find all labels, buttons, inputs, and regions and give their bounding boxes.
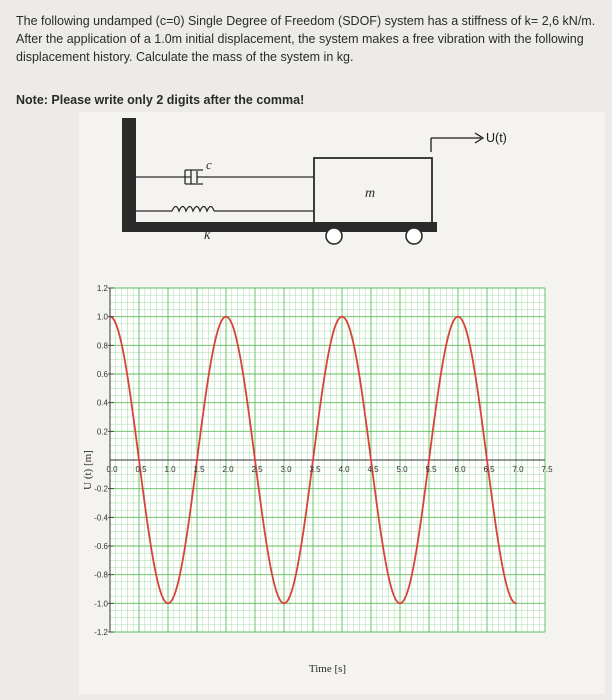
y-tick-label: 0.8 — [96, 341, 108, 351]
x-tick-label: 3.0 — [280, 465, 292, 474]
x-tick-label: 5.5 — [425, 465, 437, 474]
y-tick-label: 1.0 — [96, 312, 108, 322]
y-tick-label: -0.4 — [94, 513, 108, 523]
y-tick-label: -1.0 — [94, 599, 108, 609]
data-point — [196, 459, 198, 461]
data-point — [254, 459, 256, 461]
data-point — [225, 316, 227, 318]
x-tick-label: 4.0 — [338, 465, 350, 474]
displacement-label: U(t) — [486, 131, 507, 145]
x-tick-label: 0.5 — [135, 465, 147, 474]
data-point — [341, 316, 343, 318]
sdof-diagram — [122, 118, 507, 244]
data-point — [138, 459, 140, 461]
note-text: Note: Please write only 2 digits after the comma! — [16, 93, 305, 107]
y-axis-label: U (t) [m] — [82, 450, 94, 490]
x-tick-label: 2.5 — [251, 465, 263, 474]
displacement-arrow — [431, 133, 483, 152]
x-tick-label: 3.5 — [309, 465, 321, 474]
y-tick-label: 0.4 — [96, 398, 108, 408]
x-tick-label: 6.0 — [454, 465, 466, 474]
x-axis-label: Time [s] — [308, 663, 347, 675]
data-point — [428, 459, 430, 461]
figure — [79, 112, 605, 694]
spring — [136, 207, 314, 212]
data-point — [486, 459, 488, 461]
question-text — [16, 12, 601, 66]
x-tick-label: 6.5 — [483, 465, 495, 474]
data-point — [312, 459, 314, 461]
y-tick-label: 0.2 — [96, 427, 108, 437]
x-tick-label: 5.0 — [396, 465, 408, 474]
x-tick-label: 0.0 — [106, 465, 118, 474]
y-tick-label: -0.2 — [94, 484, 108, 494]
data-point — [167, 603, 169, 605]
x-tick-label: 7.0 — [512, 465, 524, 474]
displacement-chart — [94, 284, 553, 637]
x-tick-label: 2.0 — [222, 465, 234, 474]
x-tick-label: 4.5 — [367, 465, 379, 474]
question-paragraph: The following undamped (c=0) Single Degree of Freedom (SDOF) system has a stiffness of k= 2,6 kN/m. After the application of a 1.0m initial displacement, the system makes a free vibration with the following displacement history. Calculate the mass of the system in kg. — [16, 14, 596, 64]
x-tick-label: 1.0 — [164, 465, 176, 474]
wheel-left — [326, 228, 342, 244]
y-tick-label: -0.8 — [94, 570, 108, 580]
damper-label: c — [206, 157, 212, 172]
data-point — [515, 603, 517, 605]
damper — [136, 170, 314, 184]
x-tick-label: 7.5 — [541, 465, 553, 474]
mass-label: m — [365, 186, 376, 201]
y-tick-label: 1.2 — [96, 284, 108, 293]
spring-label: k — [204, 228, 211, 243]
data-point — [283, 603, 285, 605]
wheel-right — [406, 228, 422, 244]
y-tick-label: -1.2 — [94, 628, 108, 637]
wall — [122, 118, 136, 222]
data-point — [457, 316, 459, 318]
data-point — [399, 603, 401, 605]
y-tick-label: -0.6 — [94, 542, 108, 551]
x-tick-label: 1.5 — [193, 465, 205, 474]
figure-svg — [79, 112, 605, 694]
data-point — [370, 459, 372, 461]
y-tick-label: 0.6 — [96, 370, 108, 379]
